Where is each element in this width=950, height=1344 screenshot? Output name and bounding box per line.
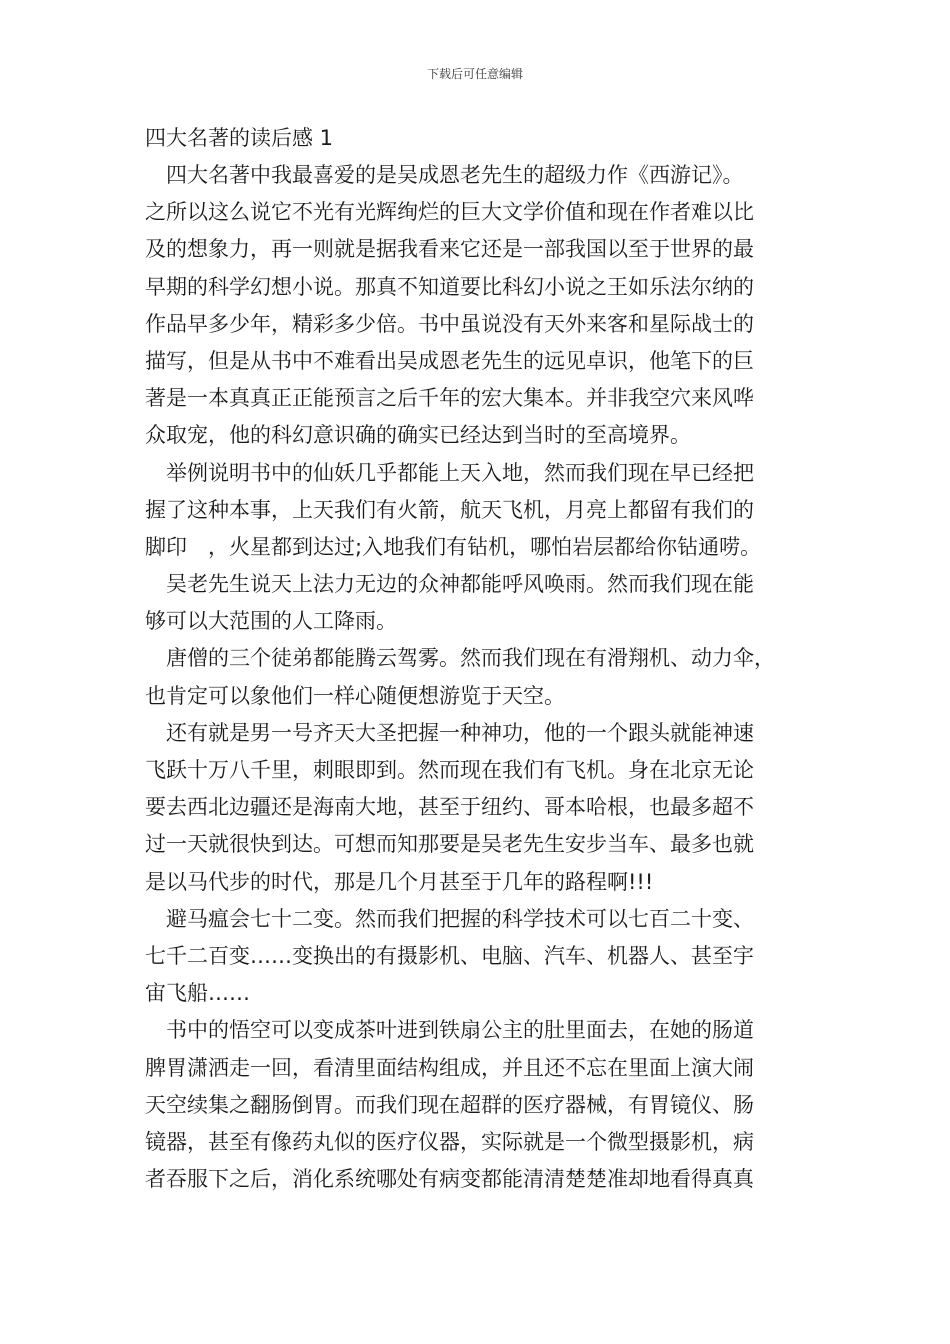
paragraph-line: 要去西北边疆还是海南大地，甚至于纽约、哥本哈根，也最多超不 <box>145 795 754 820</box>
paragraph <box>145 1012 810 1198</box>
paragraph-line: 过一天就很快到达。可想而知那要是吴老先生安步当车、最多也就 <box>145 832 754 857</box>
paragraph-line: 避马瘟会七十二变。然而我们把握的科学技术可以七百二十变、 <box>166 906 754 931</box>
paragraph-line: 握了这种本事，上天我们有火箭，航天飞机，月亮上都留有我们的 <box>145 497 754 522</box>
paragraph-line: 唐僧的三个徒弟都能腾云驾雾。然而我们现在有滑翔机、动力伞， <box>166 646 775 671</box>
paragraph <box>145 157 810 455</box>
paragraph-line: 也肯定可以象他们一样心随便想游览于天空。 <box>145 683 565 708</box>
page-header: 下载后可任意编辑 <box>426 67 523 81</box>
paragraph <box>145 715 810 901</box>
paragraph-line: 还有就是男一号齐天大圣把握一种神功，他的一个跟头就能神速 <box>166 720 754 745</box>
paragraph <box>145 640 810 714</box>
paragraph-line: 作品早多少年，精彩多少倍。书中虽说没有天外来客和星际战士的 <box>145 311 754 336</box>
paragraph-line: 书中的悟空可以变成茶叶进到铁扇公主的肚里面去，在她的肠道 <box>166 1018 754 1043</box>
paragraph-line: 是以马代步的时代，那是几个月甚至于几年的路程啊!!! <box>145 869 654 894</box>
paragraph-line: 早期的科学幻想小说。那真不知道要比科幻小说之王如乐法尔纳的 <box>145 274 754 299</box>
document-title: 四大名著的读后感 1 <box>145 126 334 150</box>
paragraph-line: 够可以大范围的人工降雨。 <box>145 609 397 634</box>
paragraph-line: 天空续集之翻肠倒胃。而我们现在超群的医疗器械，有胃镜仪、肠 <box>145 1092 754 1117</box>
paragraph-line: 众取宠，他的科幻意识确的确实已经达到当时的至高境界。 <box>145 423 691 448</box>
document-body <box>145 120 810 1198</box>
paragraph <box>145 566 810 640</box>
paragraph-line: 脚印 ，火星都到达过;入地我们有钻机，哪怕岩层都给你钻通唠。 <box>145 534 762 559</box>
paragraph-line: 者吞服下之后，消化系统哪处有病变都能清清楚楚准却地看得真真 <box>145 1167 754 1192</box>
paragraph <box>145 455 810 567</box>
paragraph-line: 举例说明书中的仙妖几乎都能上天入地，然而我们现在早已经把 <box>166 460 754 485</box>
paragraph-line: 飞跃十万八千里，刺眼即到。然而现在我们有飞机。身在北京无论 <box>145 758 754 782</box>
paragraph-line: 吴老先生说天上法力无边的众神都能呼风唤雨。然而我们现在能 <box>166 572 754 597</box>
paragraph-line: 之所以这么说它不光有光辉绚烂的巨大文学价值和现在作者难以比 <box>145 200 754 225</box>
paragraph-line: 脾胃潇洒走一回，看清里面结构组成，并且还不忘在里面上演大闹 <box>145 1055 754 1080</box>
paragraph-line: 七千二百变……变换出的有摄影机、电脑、汽车、机器人、甚至宇 <box>145 943 754 968</box>
paragraph-line: 镜器，甚至有像药丸似的医疗仪器，实际就是一个微型摄影机，病 <box>145 1129 754 1154</box>
paragraph-line: 宙飞船…… <box>145 981 250 1006</box>
paragraph-container <box>145 157 810 1198</box>
paragraph <box>145 901 810 1013</box>
paragraph-line: 及的想象力，再一则就是据我看来它还是一部我国以至于世界的最 <box>145 237 754 262</box>
paragraph-line: 四大名著中我最喜爱的是吴成恩老先生的超级力作《西游记》。 <box>166 163 744 187</box>
paragraph-line: 著是一本真真正正能预言之后千年的宏大集本。并非我空穴来风哗 <box>145 386 754 411</box>
paragraph-line: 描写，但是从书中不难看出吴成恩老先生的远见卓识，他笔下的巨 <box>145 348 754 373</box>
